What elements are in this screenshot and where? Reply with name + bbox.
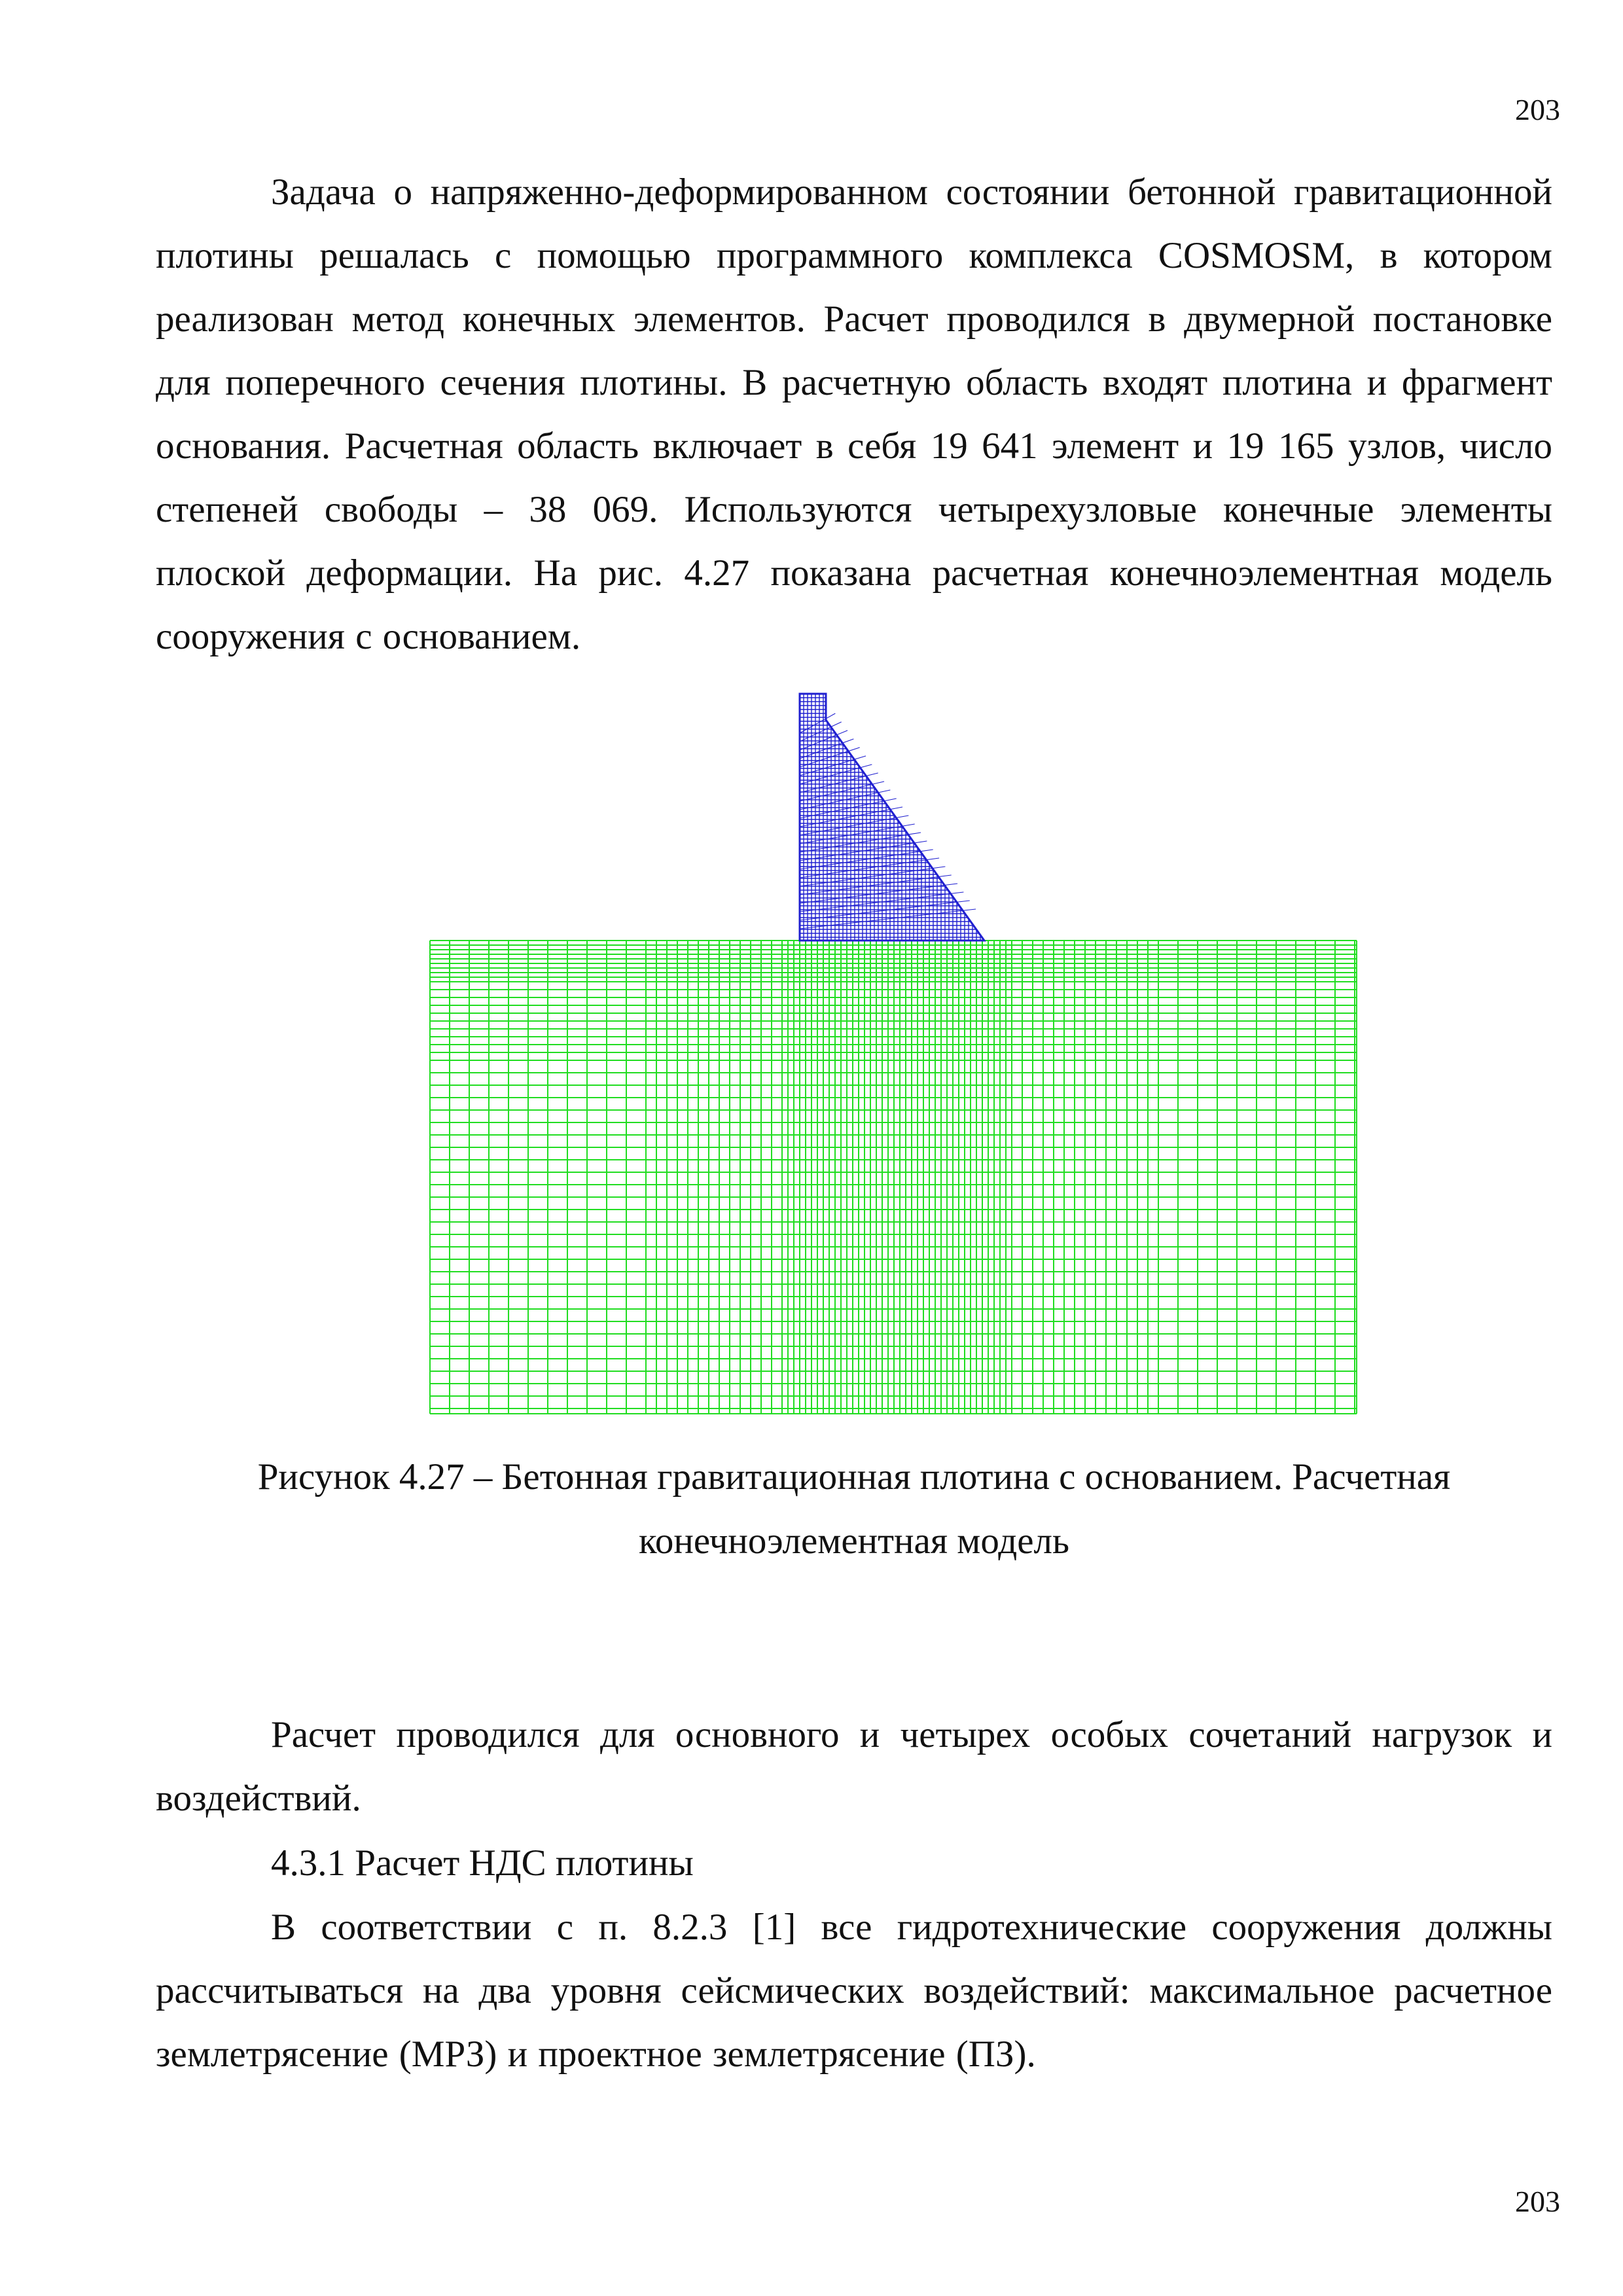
dam-mesh-diagonal <box>800 730 847 750</box>
dam-mesh-diagonal <box>800 892 963 912</box>
dam-mesh-diagonal <box>800 773 878 793</box>
figure-caption-line-2: конечноэлементная модель <box>639 1520 1069 1562</box>
dam-mesh-diagonal <box>800 713 835 733</box>
dam-mesh-diagonal <box>800 722 842 742</box>
dam-mesh-diagonal <box>800 901 970 920</box>
dam-mesh-diagonal <box>800 875 952 895</box>
dam-mesh-diagonal <box>800 858 939 878</box>
seismic-paragraph: В соответствии с п. 8.2.3 [1] все гидротехнические сооружения должны рассчитываться на два уровня сейсмических воздействий: максимальное расчетное землетрясение (МРЗ) и проектное землетрясение (ПЗ). <box>156 1907 1552 2075</box>
dam-mesh-diagonal <box>800 884 957 903</box>
dam-mesh-diagonal <box>800 739 853 759</box>
dam-mesh-diagonal <box>800 798 897 818</box>
dam-mesh-diagonal <box>800 764 872 784</box>
dam-mesh-diagonal <box>800 756 866 776</box>
dam-mesh-diagonal <box>800 833 921 852</box>
dam-mesh-diagonal <box>800 807 902 827</box>
figure-caption-line-1: Рисунок 4.27 – Бетонная гравитационная плотина с основанием. Расчетная <box>257 1456 1451 1498</box>
dam-mesh-diagonal <box>800 850 933 869</box>
intro-paragraph: Задача о напряженно-деформированном состоянии бетонной гравитационной плотины решалась с помощью программного комплекса COSMOSM, в котором реализован метод конечных элементов. Расчет проводился в двумерной постановке для поперечного сечения плотины. В расчетную область входят плотина и фрагмент основания. Расчетная область включает в себя 19 641 элемент и 19 165 узлов, число степеней свободы – 38 069. Используются четырехузловые конечные элементы плоской деформации. На рис. 4.27 показана расчетная конечноэлементная модель сооружения с основанием. <box>156 171 1552 657</box>
section-heading: 4.3.1 Расчет НДС плотины <box>271 1842 694 1884</box>
dam-mesh-diagonal <box>800 816 908 835</box>
foundation-mesh <box>430 941 1357 1414</box>
dam-mesh-diagonal <box>800 824 915 844</box>
dam-mesh-diagonal <box>800 841 927 861</box>
dam-mesh-diagonal <box>800 867 945 886</box>
dam-mesh <box>800 694 984 941</box>
page-number-bottom: 203 <box>1515 2185 1560 2218</box>
page-number-top: 203 <box>1515 93 1560 126</box>
dam-mesh-diagonal <box>800 781 884 801</box>
load-combinations-paragraph: Расчет проводился для основного и четырех особых сочетаний нагрузок и воздействий. <box>156 1714 1552 1819</box>
dam-mesh-diagonal <box>800 790 890 810</box>
dam-outline <box>800 694 984 941</box>
dam-mesh-diagonal <box>800 747 860 767</box>
dam-mesh-diagonal <box>800 909 976 929</box>
